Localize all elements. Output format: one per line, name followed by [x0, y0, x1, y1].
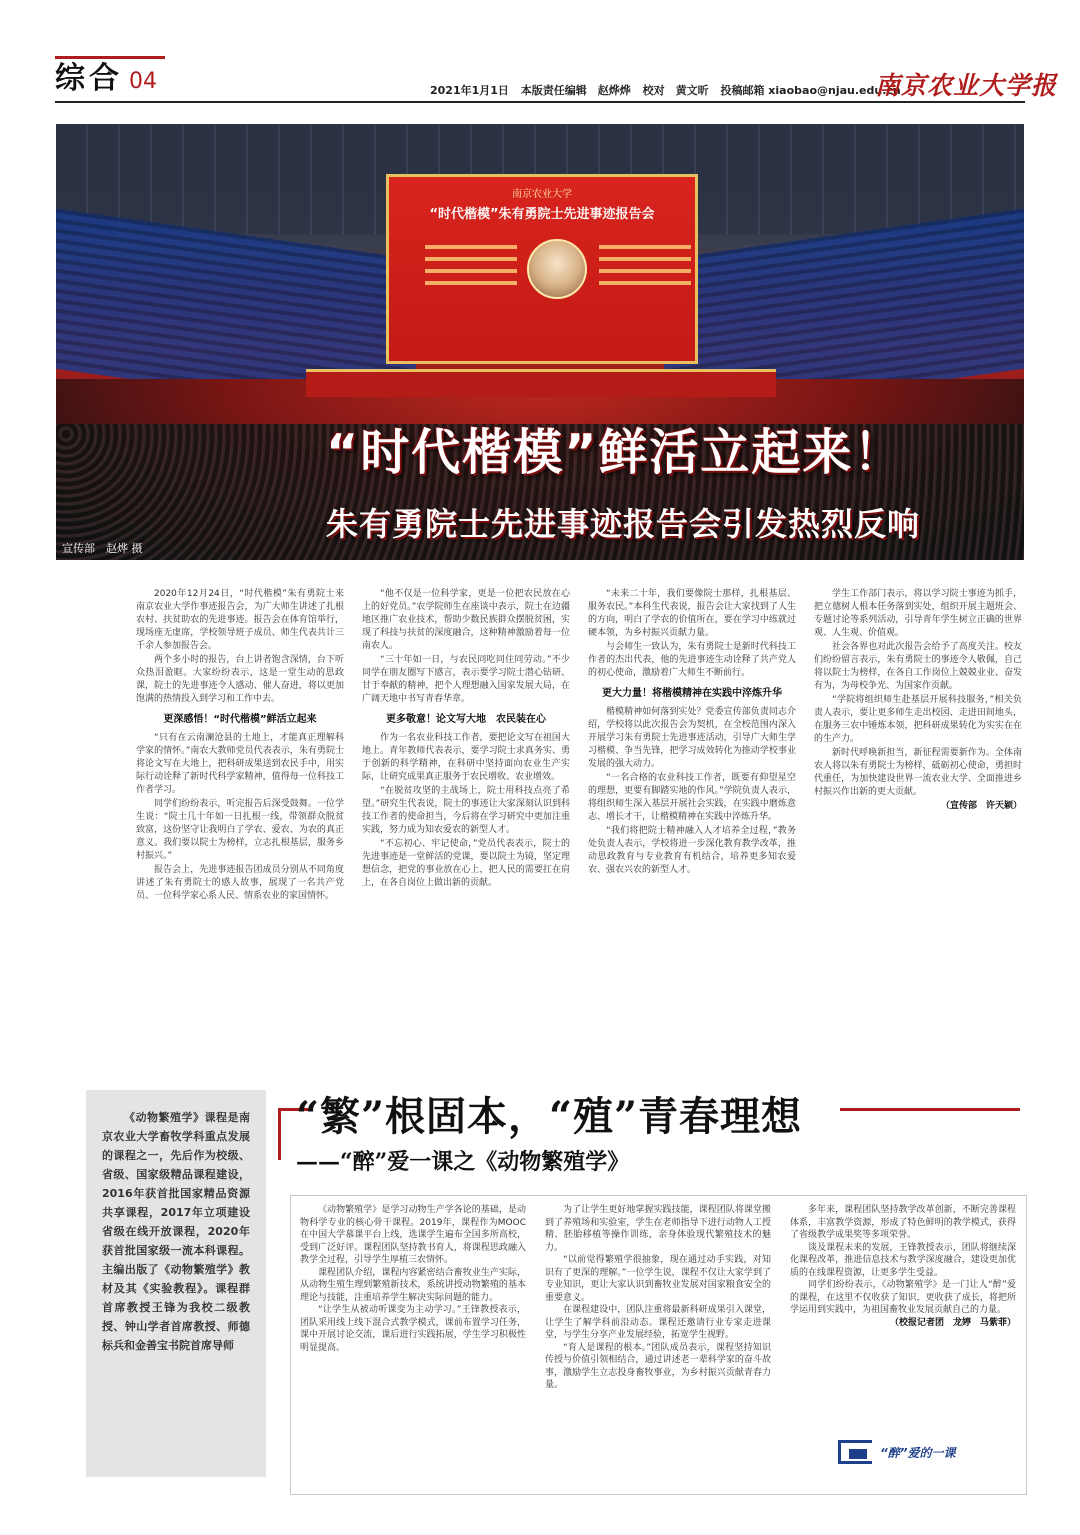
paragraph: 报告会上，先进事迹报告团成员分别从不同角度讲述了朱有勇院士的感人故事，展现了一名共产党员、一位科学家心系人民、情系农业的家国情怀。	[136, 865, 344, 901]
paragraph: 两个多小时的报告，台上讲者饱含深情，台下听众热泪盈眶。大家纷纷表示，这是一堂生动的思政课，院士的先进事迹令人感动、催人奋进，将以更加饱满的热情投入到学习和工作中去。	[136, 655, 344, 704]
paragraph: 学生工作部门表示，将以学习院士事迹为抓手，把立德树人根本任务落到实处，组织开展主题班会、专题讨论等系列活动，引导青年学生树立正确的世界观、人生观、价值观。	[814, 589, 1022, 638]
title-bracket-left	[278, 1108, 281, 1160]
paragraph: 课程团队介绍，课程内容紧密结合畜牧业生产实际，从动物生殖生理到繁殖新技术，系统讲授动物繁殖的基本理论与技能，注重培养学生解决实际问题的能力。	[300, 1267, 526, 1303]
article-column-2	[362, 588, 570, 891]
paragraph: 新时代呼唤新担当，新征程需要新作为。全体南农人将以朱有勇院士为榜样，砥砺初心使命，勇担时代重任，为加快建设世界一流农业大学、全面推进乡村振兴作出新的更大贡献。	[814, 748, 1022, 797]
paragraph: 《动物繁殖学》是学习动物生产学各论的基础，是动物科学专业的核心骨干课程。2019年，课程作为MOOC在中国大学慕课平台上线，选课学生遍布全国多所高校，受到广泛好评。课程团队坚持教书育人，将课程思政融入教学全过程，引导学生厚植三农情怀。	[300, 1205, 526, 1265]
title-bracket-right	[840, 1108, 1020, 1111]
section-heading: 更大力量！将楷模精神在实践中淬炼升华	[602, 688, 782, 699]
paragraph: “在脱贫攻坚的主战场上，院士用科技点亮了希望。”研究生代表说，院士的事迹让大家深刻认识到科技工作者的使命担当，今后将在学习研究中更加注重实践，努力成为知农爱农的新型人才。	[362, 786, 570, 835]
article-2-column-3	[790, 1204, 1016, 1329]
headline: “时代楷模”鲜活立起来！	[326, 424, 905, 481]
paragraph: “学院将组织师生赴基层开展科技服务，”相关负责人表示，要让更多师生走出校园、走进田间地头，在服务三农中锤炼本领，把科研成果转化为实实在在的生产力。	[814, 695, 1022, 744]
stage-logo: 南京农业大学	[512, 189, 572, 200]
paragraph: 与会师生一致认为，朱有勇院士是新时代科技工作者的杰出代表，他的先进事迹生动诠释了共产党人的初心使命，激励着广大师生不断前行。	[588, 642, 796, 678]
column-logo	[838, 1437, 988, 1467]
photo-credit: 宣传部 赵烨 摄	[62, 542, 143, 555]
masthead-meta	[430, 82, 909, 98]
paragraph: 多年来，课程团队坚持教学改革创新，不断完善课程体系，丰富教学资源，形成了特色鲜明的教学模式，获得了省级教学成果奖等多项荣誉。	[790, 1205, 1016, 1240]
section-heading: 更多敬意！论文写大地 农民装在心	[386, 714, 546, 725]
hero-photo	[56, 124, 1024, 560]
proofreader: 校对 黄文昕	[642, 84, 709, 97]
article-2-title: “繁”根固本，“殖”青春理想	[296, 1093, 803, 1140]
paragraph: “三十年如一日，与农民同吃同住同劳动。”不少同学在朋友圈写下感言，表示要学习院士潜心钻研、甘于奉献的精神，把个人理想融入国家发展大局，在广阔天地中书写青春华章。	[362, 655, 570, 704]
article-byline: （校报记者团 龙婷 马紫菲）	[889, 1317, 1016, 1328]
paragraph: 作为一名农业科技工作者，要把论文写在祖国大地上。青年教师代表表示，要学习院士求真务实、勇于创新的科学精神，在科研中坚持面向农业生产实际，让研究成果真正服务于农民增收、农业增效。	[362, 733, 570, 782]
section-name: 综合	[55, 61, 123, 96]
course-intro-sidebar	[86, 1090, 266, 1477]
paragraph: 社会各界也对此次报告会给予了高度关注。校友们纷纷留言表示，朱有勇院士的事迹令人敬佩，自己将以院士为榜样，在各自工作岗位上兢兢业业、奋发有为，为母校争光、为国家作贡献。	[814, 642, 1022, 691]
sidebar-text: 《动物繁殖学》课程是南京农业大学畜牧学科重点发展的课程之一，先后作为校级、省级、国家级精品课程建设，2016年获首批国家精品资源共享课程，2017年立项建设省级在线开放课程，2020年获首批国家级一流本科课程。主编出版了《动物繁殖学》教材及其《实验教程》。课程群首席教授王锋为我校二级教授、钟山学者首席教授、师德标兵和金善宝书院首席导师	[102, 1111, 250, 1352]
header-rule	[55, 101, 1025, 103]
masthead	[0, 0, 1080, 110]
paragraph: 谈及课程未来的发展，王锋教授表示，团队将继续深化课程改革，推进信息技术与教学深度融合，建设更加优质的在线课程资源，让更多学生受益。	[790, 1242, 1016, 1278]
issue-date: 2021年1月1日	[430, 84, 509, 97]
paragraph: 在课程建设中，团队注重将最新科研成果引入课堂，让学生了解学科前沿动态。课程还邀请行业专家走进课堂，与学生分享产业发展经验，拓宽学生视野。	[545, 1305, 771, 1340]
subheadline: 朱有勇院士先进事迹报告会引发热烈反响	[326, 505, 921, 543]
paragraph: “一名合格的农业科技工作者，既要有仰望星空的理想，更要有脚踏实地的作风。”学院负责人表示，将组织师生深入基层开展社会实践，在实践中磨炼意志、增长才干，让楷模精神在实践中淬炼升华。	[588, 773, 796, 822]
article-2-subtitle: ——“醉”爱一课之《动物繁殖学》	[296, 1149, 630, 1175]
article-byline: （宣传部 许天颖）	[940, 801, 1022, 811]
paragraph: 2020年12月24日，“时代楷模”朱有勇院士来南京农业大学作事迹报告会，为广大师生讲述了扎根农村、扶贫助农的先进事迹。报告会在体育馆举行，现场座无虚席，学校领导班子成员、师生代表共计三千余人参加报告会。	[136, 589, 344, 651]
paragraph: “以前觉得繁殖学很抽象，现在通过动手实践，对知识有了更深的理解。”一位学生说，课程不仅让大家学到了专业知识，更让大家认识到畜牧业发展对国家粮食安全的重要意义。	[545, 1255, 771, 1303]
column-logo-text: “醉”爱的一课	[880, 1445, 956, 1460]
paragraph: “不忘初心、牢记使命，”党员代表表示，院士的先进事迹是一堂鲜活的党课，要以院士为镜，坚定理想信念，把党的事业放在心上，把人民的需要扛在肩上，在各自岗位上做出新的贡献。	[362, 839, 570, 888]
paragraph: “只有在云南澜沧县的土地上，才能真正理解科学家的情怀。”南农大教师党员代表表示，朱有勇院士将论文写在大地上，把科研成果送到农民手中，用实际行动诠释了新时代科学家精神，值得每一位科技工作者学习。	[136, 733, 344, 795]
paragraph: “他不仅是一位科学家，更是一位把农民放在心上的好党员。”农学院师生在座谈中表示，院士在边疆地区推广农业技术，帮助少数民族群众摆脱贫困，实现了科技与扶贫的深度融合，这种精神激励着每一位南农人。	[362, 589, 570, 651]
article-2-column-1	[300, 1204, 526, 1354]
page-editor: 本版责任编辑 赵烨烨	[520, 84, 631, 97]
article-report-body	[136, 588, 1024, 1048]
submission-email: 投稿邮箱 xiaobao@njau.edu.cn	[720, 84, 901, 97]
section-tag	[55, 55, 157, 97]
paragraph: “育人是课程的根本。”团队成员表示，课程坚持知识传授与价值引领相结合，通过讲述老一辈科学家的奋斗故事，激励学生立志投身畜牧事业，为乡村振兴贡献青春力量。	[545, 1342, 771, 1390]
column-logo-icon	[838, 1440, 872, 1464]
article-2-column-2	[545, 1204, 771, 1392]
paragraph: “未来二十年，我们要像院士那样，扎根基层、服务农民。”本科生代表说，报告会让大家找到了人生的方向，明白了学农的价值所在，要在学习中练就过硬本领，为乡村振兴贡献力量。	[588, 589, 796, 638]
section-heading: 更深感悟！“时代楷模”鲜活立起来	[163, 714, 317, 725]
article-column-4	[814, 588, 1022, 813]
paragraph: “我们将把院士精神融入人才培养全过程，”教务处负责人表示，学校将进一步深化教育教学改革，推动思政教育与专业教育有机结合，培养更多知农爱农、强农兴农的新型人才。	[588, 826, 796, 875]
newspaper-logo: 南京农业大学报	[875, 71, 1058, 100]
paragraph: 楷模精神如何落到实处？党委宣传部负责同志介绍，学校将以此次报告会为契机，在全校范围内深入开展学习朱有勇院士先进事迹活动，引导广大师生学习楷模、争当先锋，把学习成效转化为推动学校事业发展的强大动力。	[588, 707, 796, 769]
paragraph: 同学们纷纷表示，听完报告后深受鼓舞。一位学生说：“院士几十年如一日扎根一线，带领群众脱贫致富，这份坚守让我明白了学农、爱农、为农的真正意义。我们要以院士为榜样，立志扎根基层，服务乡村振兴。”	[136, 799, 344, 861]
paragraph: 为了让学生更好地掌握实践技能，课程团队将课堂搬到了养殖场和实验室，学生在老师指导下进行动物人工授精、胚胎移植等操作训练，亲身体验现代繁殖技术的魅力。	[545, 1205, 771, 1253]
paragraph: 同学们纷纷表示，《动物繁殖学》是一门让人“醉”爱的课程，在这里不仅收获了知识，更收获了成长，将把所学运用到实践中，为祖国畜牧业发展贡献自己的力量。	[790, 1280, 1016, 1315]
article-column-3	[588, 588, 796, 878]
article-column-1	[136, 588, 344, 904]
hero-text	[56, 124, 1024, 560]
section-number: 04	[129, 69, 157, 94]
paragraph: “让学生从被动听课变为主动学习。”王锋教授表示，团队采用线上线下混合式教学模式，课前布置学习任务，课中开展讨论交流，课后进行实践拓展，学生学习积极性明显提高。	[300, 1305, 526, 1353]
stage-title: “时代楷模”朱有勇院士先进事迹报告会	[429, 207, 655, 222]
